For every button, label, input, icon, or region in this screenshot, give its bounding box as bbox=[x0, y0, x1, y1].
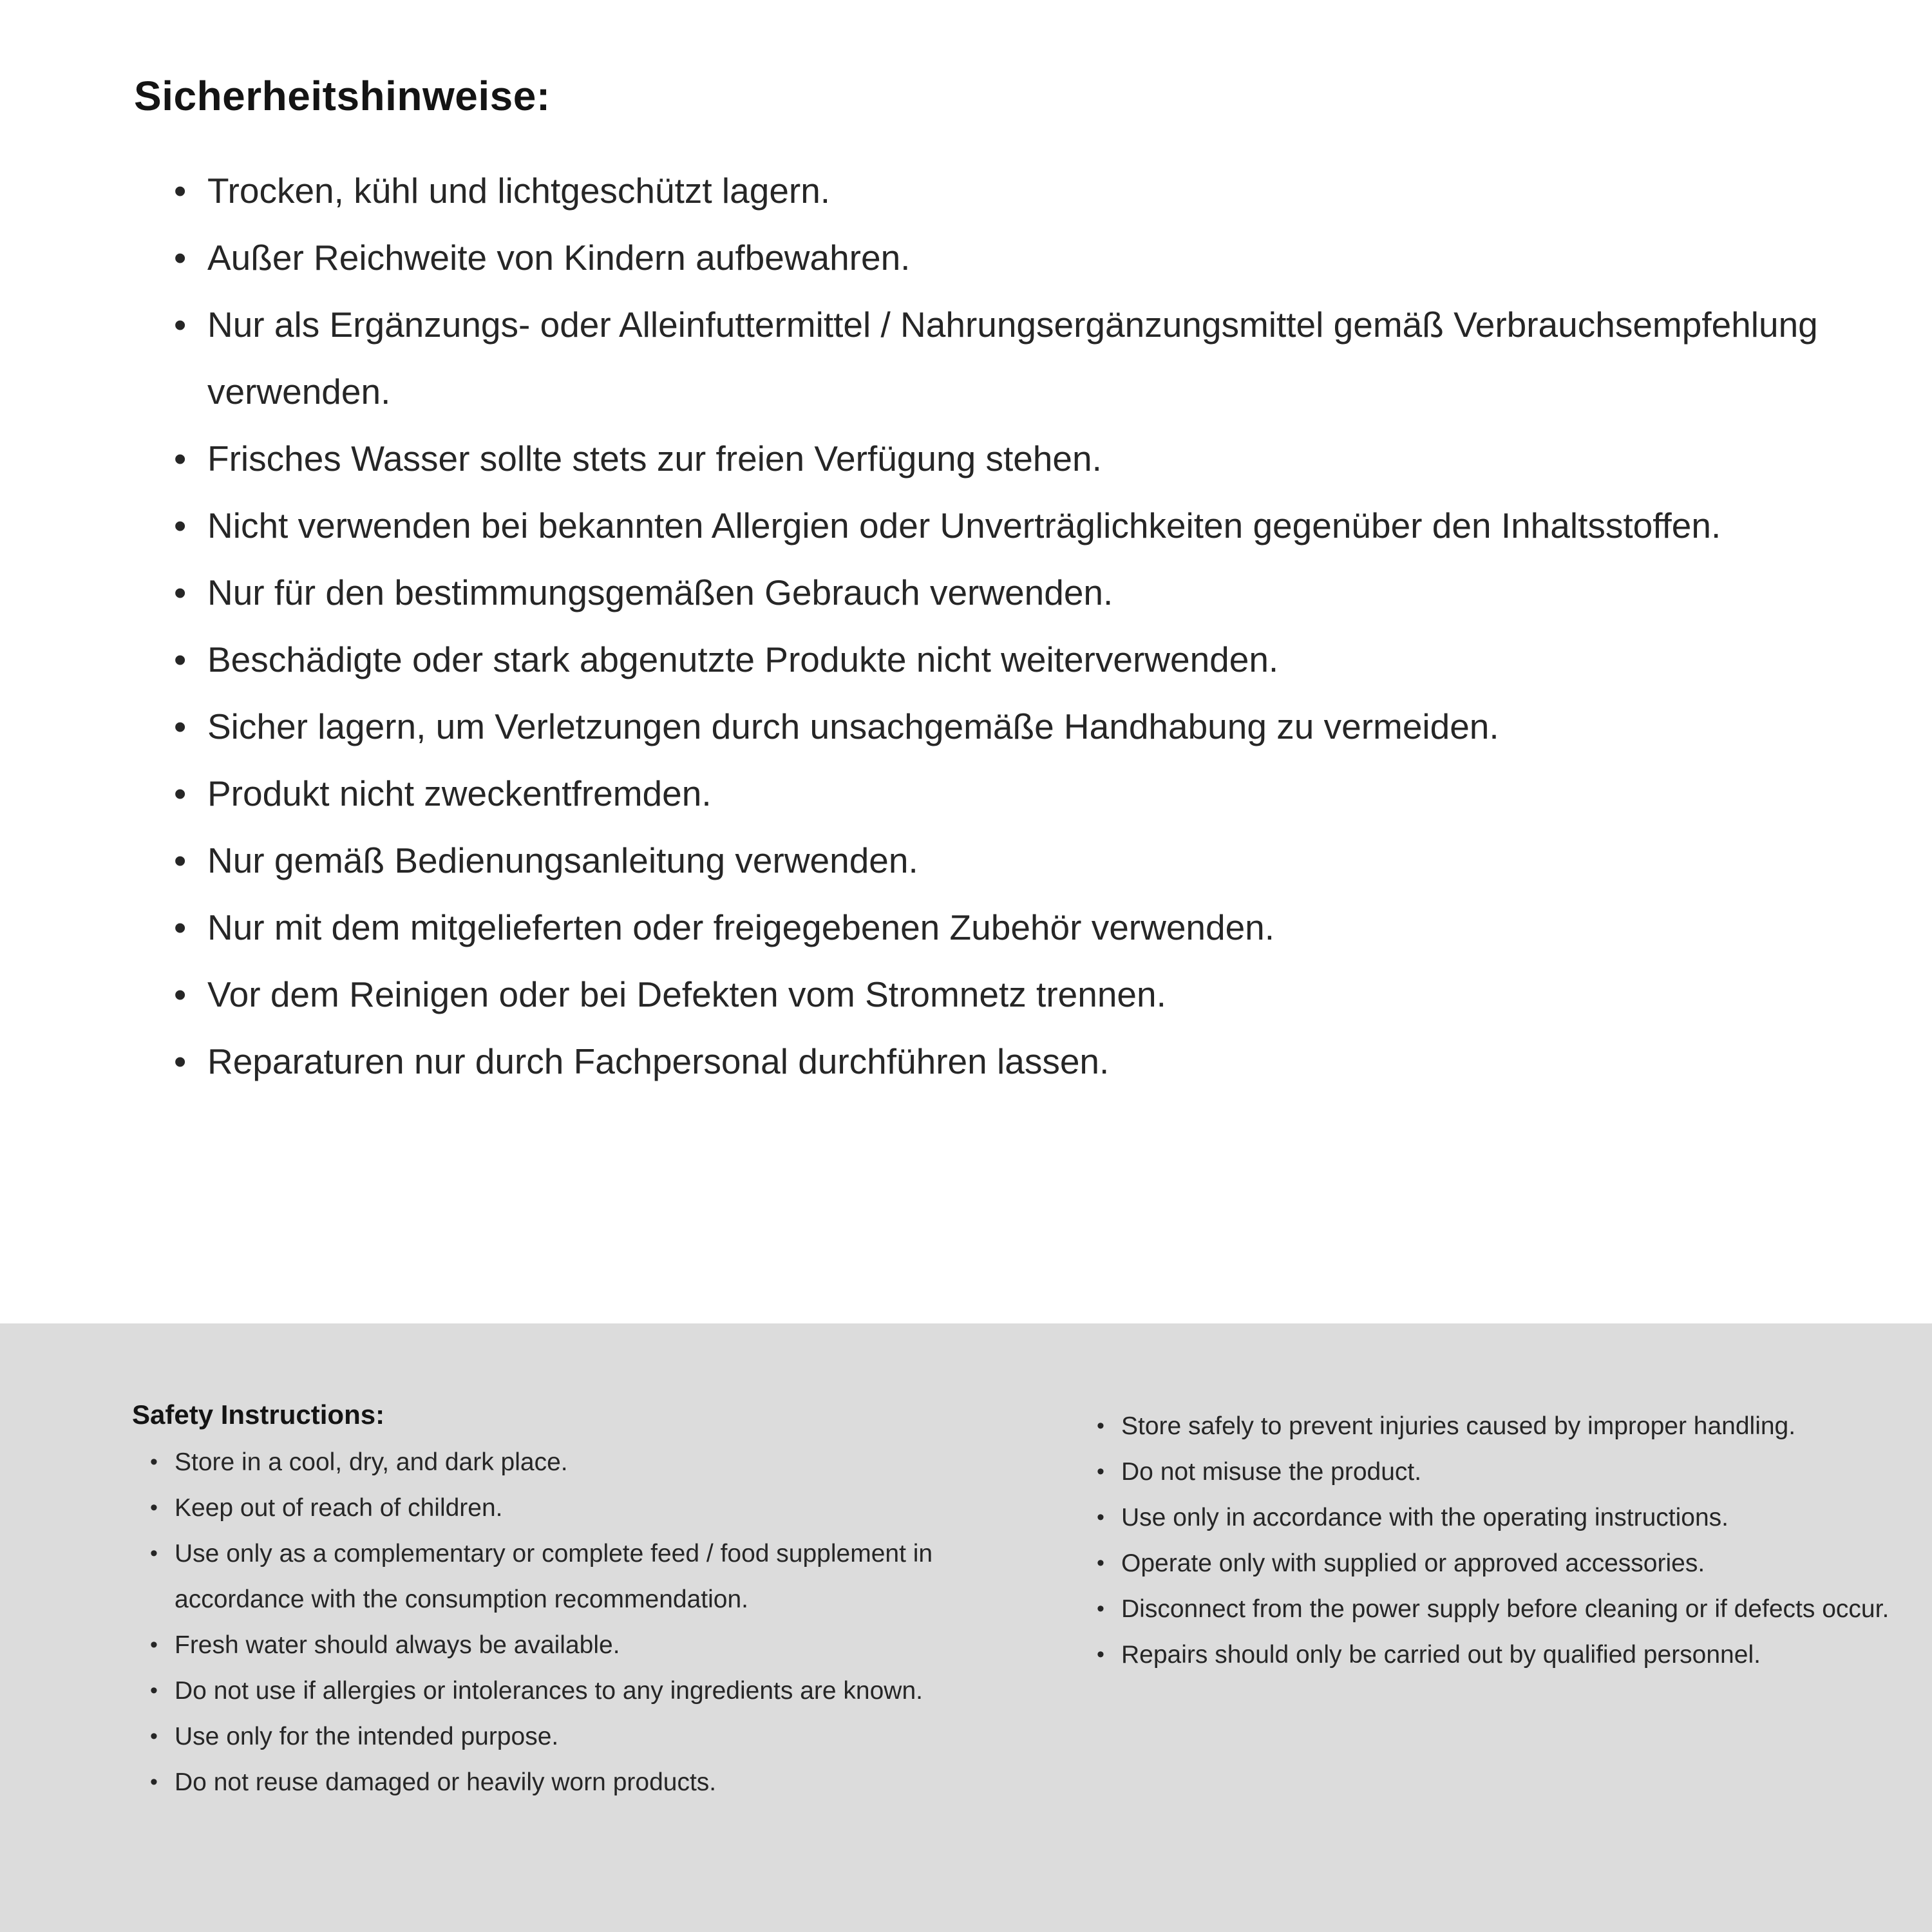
german-heading: Sicherheitshinweise: bbox=[134, 73, 551, 119]
english-safety-list-left bbox=[132, 1439, 1001, 1805]
english-left-column bbox=[132, 1399, 1001, 1932]
bullet-icon: • bbox=[150, 1450, 158, 1474]
list-item bbox=[174, 827, 1823, 894]
list-item-text: Trocken, kühl und lichtgeschützt lagern. bbox=[207, 171, 831, 211]
list-item bbox=[150, 1531, 1001, 1622]
list-item-text: Use only as a complementary or complete feed / food supplement in accordance with the consumption recommendation. bbox=[175, 1540, 933, 1613]
list-item bbox=[174, 224, 1823, 291]
bullet-icon: • bbox=[1097, 1596, 1104, 1621]
english-safety-section bbox=[0, 1323, 1932, 1932]
list-item bbox=[174, 693, 1823, 760]
list-item-text: Fresh water should always be available. bbox=[175, 1631, 620, 1659]
list-item-text: Außer Reichweite von Kindern aufbewahren. bbox=[207, 238, 911, 278]
bullet-icon: • bbox=[174, 573, 187, 612]
list-item bbox=[174, 894, 1823, 961]
list-item bbox=[1097, 1540, 1909, 1586]
list-item-text: Vor dem Reinigen oder bei Defekten vom Stromnetz trennen. bbox=[207, 974, 1166, 1014]
bullet-icon: • bbox=[1097, 1551, 1104, 1575]
list-item bbox=[174, 626, 1823, 693]
list-item bbox=[174, 961, 1823, 1028]
list-item-text: Sicher lagern, um Verletzungen durch unsachgemäße Handhabung zu vermeiden. bbox=[207, 706, 1499, 746]
english-right-column bbox=[1079, 1399, 1909, 1932]
german-safety-list bbox=[134, 157, 1823, 1095]
list-item bbox=[150, 1714, 1001, 1759]
list-item bbox=[174, 291, 1823, 425]
bullet-icon: • bbox=[1097, 1505, 1104, 1530]
bullet-icon: • bbox=[150, 1541, 158, 1566]
list-item bbox=[150, 1439, 1001, 1485]
list-item bbox=[174, 559, 1823, 626]
bullet-icon: • bbox=[174, 773, 187, 813]
list-item-text: Do not reuse damaged or heavily worn products. bbox=[175, 1768, 717, 1796]
bullet-icon: • bbox=[150, 1495, 158, 1520]
list-item-text: Nur für den bestimmungsgemäßen Gebrauch verwenden. bbox=[207, 573, 1113, 612]
list-item bbox=[150, 1622, 1001, 1668]
bullet-icon: • bbox=[174, 1041, 187, 1081]
bullet-icon: • bbox=[1097, 1414, 1104, 1438]
list-item-text: Nur als Ergänzungs- oder Alleinfuttermittel / Nahrungsergänzungsmittel gemäß Verbrauchsempfehlung verwenden. bbox=[207, 305, 1818, 412]
list-item-text: Operate only with supplied or approved accessories. bbox=[1121, 1549, 1705, 1577]
list-item-text: Disconnect from the power supply before cleaning or if defects occur. bbox=[1121, 1595, 1889, 1623]
list-item bbox=[174, 1028, 1823, 1095]
list-item-text: Use only for the intended purpose. bbox=[175, 1723, 559, 1750]
list-item-text: Store safely to prevent injuries caused by improper handling. bbox=[1121, 1412, 1796, 1440]
list-item bbox=[1097, 1632, 1909, 1678]
bullet-icon: • bbox=[1097, 1459, 1104, 1484]
list-item-text: Store in a cool, dry, and dark place. bbox=[175, 1448, 568, 1476]
bullet-icon: • bbox=[174, 305, 187, 345]
bullet-icon: • bbox=[174, 171, 187, 211]
bullet-icon: • bbox=[150, 1678, 158, 1703]
list-item bbox=[174, 492, 1823, 559]
list-item-text: Do not misuse the product. bbox=[1121, 1458, 1422, 1486]
bullet-icon: • bbox=[174, 506, 187, 545]
list-item-text: Reparaturen nur durch Fachpersonal durchführen lassen. bbox=[207, 1041, 1110, 1081]
bullet-icon: • bbox=[174, 907, 187, 947]
bullet-icon: • bbox=[150, 1724, 158, 1748]
list-item bbox=[1097, 1495, 1909, 1540]
list-item-text: Frisches Wasser sollte stets zur freien Verfügung stehen. bbox=[207, 439, 1102, 478]
bullet-icon: • bbox=[174, 238, 187, 278]
list-item bbox=[174, 425, 1823, 492]
list-item-text: Produkt nicht zweckentfremden. bbox=[207, 773, 712, 813]
list-item-text: Nur mit dem mitgelieferten oder freigegebenen Zubehör verwenden. bbox=[207, 907, 1275, 947]
english-safety-list-right bbox=[1079, 1403, 1909, 1678]
list-item bbox=[150, 1485, 1001, 1531]
bullet-icon: • bbox=[1097, 1642, 1104, 1667]
bullet-icon: • bbox=[150, 1770, 158, 1794]
list-item bbox=[150, 1759, 1001, 1805]
english-heading: Safety Instructions: bbox=[132, 1399, 385, 1430]
list-item-text: Do not use if allergies or intolerances to any ingredients are known. bbox=[175, 1677, 923, 1705]
bullet-icon: • bbox=[174, 840, 187, 880]
list-item bbox=[150, 1668, 1001, 1714]
list-item-text: Keep out of reach of children. bbox=[175, 1494, 503, 1522]
bullet-icon: • bbox=[174, 439, 187, 478]
list-item-text: Use only in accordance with the operating instructions. bbox=[1121, 1504, 1729, 1531]
bullet-icon: • bbox=[174, 639, 187, 679]
list-item-text: Nicht verwenden bei bekannten Allergien oder Unverträglichkeiten gegenüber den Inhaltsstoffen. bbox=[207, 506, 1721, 545]
list-item bbox=[1097, 1586, 1909, 1632]
list-item-text: Nur gemäß Bedienungsanleitung verwenden. bbox=[207, 840, 918, 880]
bullet-icon: • bbox=[174, 706, 187, 746]
list-item bbox=[174, 760, 1823, 827]
list-item bbox=[1097, 1403, 1909, 1449]
list-item bbox=[174, 157, 1823, 224]
bullet-icon: • bbox=[150, 1633, 158, 1657]
list-item bbox=[1097, 1449, 1909, 1495]
list-item-text: Beschädigte oder stark abgenutzte Produkte nicht weiterverwenden. bbox=[207, 639, 1279, 679]
bullet-icon: • bbox=[174, 974, 187, 1014]
list-item-text: Repairs should only be carried out by qualified personnel. bbox=[1121, 1641, 1761, 1669]
